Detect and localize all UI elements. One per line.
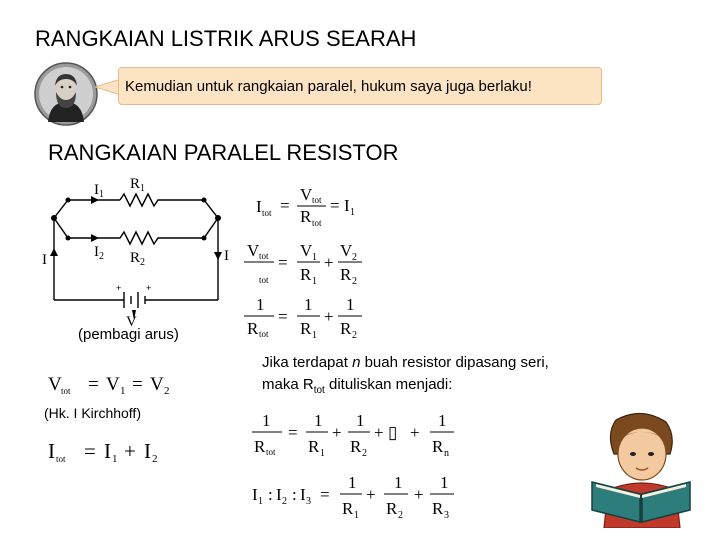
svg-text:+: + bbox=[410, 423, 420, 442]
svg-text:=: = bbox=[280, 196, 290, 215]
svg-text:tot: tot bbox=[266, 447, 276, 457]
svg-text:V: V bbox=[300, 185, 313, 204]
svg-text:I: I bbox=[104, 439, 111, 463]
svg-text:1: 1 bbox=[348, 473, 357, 492]
svg-text:V: V bbox=[300, 241, 313, 260]
svg-text:+: + bbox=[374, 423, 384, 442]
svg-text:1: 1 bbox=[120, 385, 126, 397]
svg-text:tot: tot bbox=[259, 329, 269, 339]
label-i-left: I bbox=[42, 252, 47, 268]
svg-text:2: 2 bbox=[352, 276, 357, 287]
label-i1: $I_1$ bbox=[94, 182, 104, 200]
svg-text:=: = bbox=[278, 253, 288, 272]
svg-text:▯: ▯ bbox=[388, 423, 398, 442]
svg-text:1: 1 bbox=[440, 473, 449, 492]
svg-text:1: 1 bbox=[356, 411, 365, 430]
equation-resistance-sum bbox=[244, 295, 362, 341]
svg-text:tot: tot bbox=[312, 195, 322, 205]
kirchhoff-portrait bbox=[34, 62, 98, 126]
label-i-right: I bbox=[224, 248, 229, 264]
svg-text:tot: tot bbox=[312, 218, 322, 228]
svg-text::: : bbox=[292, 485, 297, 504]
parallel-equations bbox=[240, 178, 370, 348]
svg-text:+: + bbox=[414, 485, 424, 504]
svg-text:1: 1 bbox=[350, 207, 355, 218]
note-line-1: Jika terdapat n buah resistor dipasang seri, bbox=[262, 354, 549, 371]
svg-text:2: 2 bbox=[152, 453, 158, 465]
svg-text:2: 2 bbox=[352, 252, 357, 263]
svg-text:1: 1 bbox=[314, 411, 323, 430]
svg-text:V: V bbox=[340, 241, 353, 260]
label-r1: $R_1$ bbox=[130, 176, 146, 194]
svg-text:R: R bbox=[350, 437, 362, 456]
svg-text:I: I bbox=[48, 439, 55, 463]
equation-voltage-ratio bbox=[244, 241, 362, 287]
svg-text:R: R bbox=[254, 437, 266, 456]
svg-text:2: 2 bbox=[398, 510, 403, 521]
equation-current-ohm bbox=[256, 185, 355, 228]
svg-text:3: 3 bbox=[306, 496, 311, 507]
svg-text:V: V bbox=[150, 374, 164, 395]
svg-text:R: R bbox=[300, 265, 312, 284]
svg-text:+: + bbox=[366, 485, 376, 504]
svg-text:=: = bbox=[84, 439, 96, 463]
current-divider-label: (pembagi arus) bbox=[78, 326, 179, 343]
svg-text:R: R bbox=[300, 207, 312, 226]
kirchhoff-label: (Hk. I Kirchhoff) bbox=[44, 405, 141, 421]
svg-text:1: 1 bbox=[112, 453, 118, 465]
svg-text:=: = bbox=[278, 307, 288, 326]
svg-text:1: 1 bbox=[256, 295, 265, 314]
svg-text:+: + bbox=[332, 423, 342, 442]
svg-text:1: 1 bbox=[394, 473, 403, 492]
svg-text:I: I bbox=[300, 485, 306, 504]
svg-text:V: V bbox=[247, 241, 260, 260]
svg-text:I: I bbox=[256, 197, 262, 216]
equation-current-ratio bbox=[248, 470, 468, 524]
svg-text:=: = bbox=[288, 423, 298, 442]
reading-student-illustration bbox=[586, 410, 696, 528]
svg-text:1: 1 bbox=[312, 330, 317, 341]
note-line-2: maka $R_{tot}$ dituliskan menjadi: bbox=[262, 376, 453, 396]
svg-text:R: R bbox=[340, 319, 352, 338]
svg-text:+: + bbox=[124, 439, 136, 463]
label-v: V bbox=[126, 314, 137, 330]
equation-current-sum bbox=[44, 432, 174, 468]
section-heading: RANGKAIAN PARALEL RESISTOR bbox=[48, 140, 399, 165]
svg-text:V: V bbox=[48, 374, 62, 395]
svg-text::: : bbox=[268, 485, 273, 504]
svg-text:R: R bbox=[386, 499, 398, 518]
svg-text:1: 1 bbox=[312, 276, 317, 287]
svg-text:3: 3 bbox=[444, 510, 449, 521]
svg-text:1: 1 bbox=[320, 448, 325, 459]
svg-text:=: = bbox=[88, 374, 99, 395]
svg-text:I: I bbox=[252, 485, 258, 504]
svg-text:+: + bbox=[116, 283, 122, 293]
svg-text:2: 2 bbox=[164, 385, 170, 397]
svg-text:R: R bbox=[340, 265, 352, 284]
speech-bubble: Kemudian untuk rangkaian paralel, hukum saya juga berlaku! bbox=[118, 67, 602, 105]
svg-text:1: 1 bbox=[438, 411, 447, 430]
svg-text:=: = bbox=[330, 196, 340, 215]
svg-text:I: I bbox=[276, 485, 282, 504]
svg-text:R: R bbox=[342, 499, 354, 518]
svg-text:tot: tot bbox=[56, 454, 66, 464]
svg-text:2: 2 bbox=[282, 496, 287, 507]
svg-text:R: R bbox=[247, 319, 259, 338]
svg-text:R: R bbox=[300, 319, 312, 338]
label-i2: $I_2$ bbox=[94, 244, 104, 262]
svg-text:R: R bbox=[308, 437, 320, 456]
svg-text:tot: tot bbox=[259, 275, 269, 285]
svg-text:I: I bbox=[144, 439, 151, 463]
svg-text:1: 1 bbox=[354, 510, 359, 521]
slide-title: RANGKAIAN LISTRIK ARUS SEARAH bbox=[35, 26, 417, 51]
parallel-circuit-diagram bbox=[38, 172, 238, 332]
svg-text:+: + bbox=[324, 307, 334, 326]
svg-text:R: R bbox=[432, 499, 444, 518]
equation-voltage-equal bbox=[44, 366, 194, 400]
svg-text:+: + bbox=[324, 253, 334, 272]
svg-text:n: n bbox=[444, 448, 449, 459]
svg-text:1: 1 bbox=[346, 295, 355, 314]
svg-text:1: 1 bbox=[262, 411, 271, 430]
svg-text:1: 1 bbox=[258, 496, 263, 507]
svg-text:=: = bbox=[320, 485, 330, 504]
svg-text:tot: tot bbox=[262, 208, 272, 218]
svg-text:1: 1 bbox=[304, 295, 313, 314]
svg-text:tot: tot bbox=[259, 251, 269, 261]
svg-text:I: I bbox=[344, 196, 350, 215]
svg-text:V: V bbox=[106, 374, 120, 395]
svg-text:+: + bbox=[146, 283, 152, 293]
svg-text:2: 2 bbox=[352, 330, 357, 341]
svg-text:R: R bbox=[432, 437, 444, 456]
svg-text:2: 2 bbox=[362, 448, 367, 459]
svg-text:=: = bbox=[132, 374, 143, 395]
svg-text:tot: tot bbox=[61, 386, 71, 396]
label-r2: $R_2$ bbox=[130, 250, 146, 268]
svg-text:1: 1 bbox=[312, 252, 317, 263]
equation-n-resistors bbox=[248, 408, 468, 462]
